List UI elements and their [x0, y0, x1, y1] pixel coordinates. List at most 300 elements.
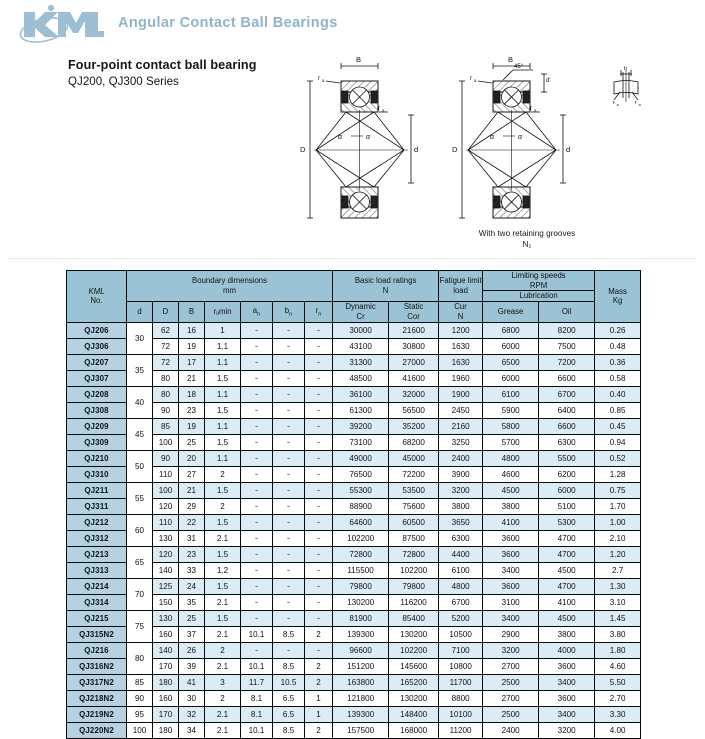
cell-width: 19	[179, 338, 205, 354]
section-divider	[8, 258, 697, 259]
table-body	[67, 322, 641, 738]
cell-dynamic-cr: 139300	[333, 706, 389, 722]
cell-oil-speed: 3200	[539, 722, 595, 738]
cell-cur: 1630	[439, 354, 483, 370]
svg-text:r: r	[378, 105, 381, 112]
cell-oil-speed: 6200	[539, 466, 595, 482]
svg-text:B: B	[508, 55, 514, 64]
cell-an: -	[241, 386, 273, 402]
cell-dynamic-cr: 49000	[333, 450, 389, 466]
cell-bn: -	[273, 370, 305, 386]
cell-outer-diameter: 140	[153, 562, 179, 578]
cell-rn: -	[305, 562, 333, 578]
cell-cur: 10500	[439, 626, 483, 642]
cell-width: 17	[179, 354, 205, 370]
cell-outer-diameter: 140	[153, 642, 179, 658]
table-row	[67, 354, 641, 370]
cell-ra-min: 1.5	[205, 370, 241, 386]
header-bn-base: b	[284, 305, 290, 315]
cell-bn: -	[273, 642, 305, 658]
cell-rn: -	[305, 386, 333, 402]
header-grease: Grease	[483, 302, 539, 322]
table-row	[67, 434, 641, 450]
cell-dynamic-cr: 73100	[333, 434, 389, 450]
cell-oil-speed: 5100	[539, 498, 595, 514]
header-limiting-speeds	[483, 271, 595, 291]
cell-dynamic-cr: 163800	[333, 674, 389, 690]
cell-kml-no: QJ207	[67, 354, 127, 370]
cell-width: 20	[179, 450, 205, 466]
header-basic-load-ratings	[333, 271, 439, 302]
cell-bn: -	[273, 466, 305, 482]
cell-oil-speed: 4500	[539, 562, 595, 578]
cell-rn: -	[305, 514, 333, 530]
cell-static-cor: 148400	[389, 706, 439, 722]
cell-oil-speed: 5500	[539, 450, 595, 466]
cell-oil-speed: 5300	[539, 514, 595, 530]
cell-ra-min: 1.1	[205, 338, 241, 354]
cell-rn: 2	[305, 658, 333, 674]
cell-width: 21	[179, 370, 205, 386]
cell-outer-diameter: 72	[153, 338, 179, 354]
cell-outer-diameter: 90	[153, 450, 179, 466]
header-dynamic-symbol: Cr	[356, 311, 365, 321]
cell-grease-speed: 6100	[483, 386, 539, 402]
kml-logo-icon	[18, 3, 104, 43]
cell-mass: 1.30	[595, 578, 641, 594]
cell-bn: -	[273, 514, 305, 530]
cell-bore-diameter: 35	[127, 354, 153, 386]
cell-bore-diameter: 65	[127, 546, 153, 578]
cell-dynamic-cr: 30000	[333, 322, 389, 338]
cell-ra-min: 2.1	[205, 530, 241, 546]
cell-kml-no: QJ307	[67, 370, 127, 386]
cell-an: 10.1	[241, 658, 273, 674]
cell-outer-diameter: 180	[153, 674, 179, 690]
svg-text:a: a	[474, 78, 477, 83]
header-fatigue-limit-load: Fatigue limit load	[439, 271, 483, 302]
cell-width: 34	[179, 722, 205, 738]
header-basic-load-label: Basic load ratings	[354, 276, 417, 286]
cell-static-cor: 165200	[389, 674, 439, 690]
cell-ra-min: 1.1	[205, 418, 241, 434]
cell-grease-speed: 5900	[483, 402, 539, 418]
cell-grease-speed: 4100	[483, 514, 539, 530]
cell-kml-no: QJ313	[67, 562, 127, 578]
cell-static-cor: 79800	[389, 578, 439, 594]
cell-ra-min: 2.1	[205, 594, 241, 610]
cell-an: -	[241, 370, 273, 386]
cell-rn: -	[305, 642, 333, 658]
cell-cur: 2400	[439, 450, 483, 466]
table-row	[67, 722, 641, 738]
cell-bore-diameter: 80	[127, 642, 153, 674]
cell-mass: 0.94	[595, 434, 641, 450]
cell-bore-diameter: 60	[127, 514, 153, 546]
header-cur-label: Cur	[454, 302, 467, 312]
cell-oil-speed: 7200	[539, 354, 595, 370]
cell-width: 37	[179, 626, 205, 642]
spec-table-container	[66, 270, 641, 739]
cell-grease-speed: 2500	[483, 706, 539, 722]
cell-kml-no: QJ211	[67, 482, 127, 498]
cell-width: 35	[179, 594, 205, 610]
cell-rn: -	[305, 354, 333, 370]
cell-kml-no: QJ308	[67, 402, 127, 418]
cell-an: 10.1	[241, 722, 273, 738]
page-title: Four-point contact ball bearing	[68, 58, 257, 72]
svg-text:a: a	[638, 102, 641, 107]
cell-static-cor: 72800	[389, 546, 439, 562]
cell-width: 16	[179, 322, 205, 338]
cell-mass: 3.80	[595, 626, 641, 642]
cell-bn: -	[273, 450, 305, 466]
cell-cur: 4800	[439, 578, 483, 594]
cell-an: -	[241, 610, 273, 626]
cell-mass: 0.85	[595, 402, 641, 418]
table-row	[67, 450, 641, 466]
cell-mass: 1.45	[595, 610, 641, 626]
cell-width: 30	[179, 690, 205, 706]
svg-text:d': d'	[546, 78, 551, 84]
cell-dynamic-cr: 72800	[333, 546, 389, 562]
cell-outer-diameter: 120	[153, 546, 179, 562]
cell-bn: -	[273, 482, 305, 498]
cell-outer-diameter: 80	[153, 370, 179, 386]
cell-mass: 0.75	[595, 482, 641, 498]
svg-text:d: d	[414, 145, 419, 154]
cell-kml-no: QJ309	[67, 434, 127, 450]
header-D: D	[153, 302, 179, 322]
cell-dynamic-cr: 76500	[333, 466, 389, 482]
cell-kml-no: QJ306	[67, 338, 127, 354]
cell-bn: 8.5	[273, 722, 305, 738]
cell-grease-speed: 2900	[483, 626, 539, 642]
header-boundary-dimensions	[127, 271, 333, 302]
header-oil: Oil	[539, 302, 595, 322]
cell-width: 31	[179, 530, 205, 546]
cell-dynamic-cr: 81900	[333, 610, 389, 626]
cell-rn: -	[305, 530, 333, 546]
cell-kml-no: QJ212	[67, 514, 127, 530]
cell-ra-min: 1.5	[205, 610, 241, 626]
cell-grease-speed: 4800	[483, 450, 539, 466]
cell-cur: 6700	[439, 594, 483, 610]
table-row	[67, 370, 641, 386]
cell-dynamic-cr: 151200	[333, 658, 389, 674]
header-static-cor	[389, 302, 439, 322]
cell-bn: -	[273, 594, 305, 610]
cell-oil-speed: 8200	[539, 322, 595, 338]
table-row	[67, 594, 641, 610]
cell-kml-no: QJ310	[67, 466, 127, 482]
header-ra-min: rₐmin	[205, 302, 241, 322]
svg-text:a: a	[534, 108, 537, 113]
table-row	[67, 338, 641, 354]
cell-mass: 2.7	[595, 562, 641, 578]
cell-an: -	[241, 322, 273, 338]
cell-width: 25	[179, 434, 205, 450]
cell-width: 27	[179, 466, 205, 482]
table-row	[67, 418, 641, 434]
cell-ra-min: 2.1	[205, 706, 241, 722]
cell-outer-diameter: 90	[153, 402, 179, 418]
cell-outer-diameter: 110	[153, 514, 179, 530]
svg-text:D: D	[300, 145, 306, 154]
cell-outer-diameter: 180	[153, 722, 179, 738]
cell-grease-speed: 3400	[483, 610, 539, 626]
cell-mass: 5.50	[595, 674, 641, 690]
table-row	[67, 514, 641, 530]
cell-outer-diameter: 130	[153, 530, 179, 546]
cell-dynamic-cr: 121800	[333, 690, 389, 706]
cell-bore-diameter: 40	[127, 386, 153, 418]
svg-text:B: B	[356, 55, 362, 64]
cell-rn: -	[305, 466, 333, 482]
cell-cur: 2160	[439, 418, 483, 434]
cell-an: -	[241, 498, 273, 514]
cell-ra-min: 1.5	[205, 434, 241, 450]
table-row	[67, 562, 641, 578]
cell-bore-diameter: 90	[127, 690, 153, 706]
cell-ra-min: 1.5	[205, 514, 241, 530]
cell-an: -	[241, 434, 273, 450]
cell-width: 23	[179, 546, 205, 562]
cell-bn: 6.5	[273, 690, 305, 706]
header-an	[241, 302, 273, 322]
header-basic-load-unit: N	[382, 286, 389, 296]
cell-bore-diameter: 70	[127, 578, 153, 610]
cell-cur: 7100	[439, 642, 483, 658]
cell-bore-diameter: 100	[127, 722, 153, 738]
cell-outer-diameter: 160	[153, 690, 179, 706]
cell-ra-min: 2	[205, 690, 241, 706]
svg-text:r: r	[470, 75, 473, 82]
cell-an: -	[241, 354, 273, 370]
cell-cur: 3800	[439, 498, 483, 514]
cell-an: -	[241, 514, 273, 530]
cell-grease-speed: 5800	[483, 418, 539, 434]
cell-an: -	[241, 402, 273, 418]
table-row	[67, 322, 641, 338]
cell-rn: -	[305, 578, 333, 594]
cell-grease-speed: 6000	[483, 338, 539, 354]
cell-width: 26	[179, 642, 205, 658]
diagram-caption-subscript: N₂	[522, 240, 532, 250]
cell-rn: -	[305, 498, 333, 514]
header-mass-label: Mass	[608, 286, 627, 296]
page-subtitle: QJ200, QJ300 Series	[68, 75, 179, 88]
cell-oil-speed: 3400	[539, 674, 595, 690]
cell-bore-diameter: 75	[127, 610, 153, 642]
cell-width: 24	[179, 578, 205, 594]
cell-width: 33	[179, 562, 205, 578]
cell-grease-speed: 3600	[483, 546, 539, 562]
cell-kml-no: QJ314	[67, 594, 127, 610]
cell-bn: -	[273, 354, 305, 370]
cell-an: -	[241, 482, 273, 498]
cell-width: 18	[179, 386, 205, 402]
diagram-caption	[432, 228, 622, 250]
cell-outer-diameter: 160	[153, 626, 179, 642]
cell-static-cor: 85400	[389, 610, 439, 626]
cell-grease-speed: 6500	[483, 354, 539, 370]
header-static-label: Static	[403, 302, 424, 312]
cell-static-cor: 102200	[389, 562, 439, 578]
cell-grease-speed: 6000	[483, 370, 539, 386]
table-row	[67, 610, 641, 626]
cell-static-cor: 60500	[389, 514, 439, 530]
cell-outer-diameter: 72	[153, 354, 179, 370]
cell-dynamic-cr: 102200	[333, 530, 389, 546]
header-kml-no-line2: No.	[90, 296, 103, 306]
cell-kml-no: QJ220N2	[67, 722, 127, 738]
cell-static-cor: 30800	[389, 338, 439, 354]
table-row	[67, 658, 641, 674]
cell-cur: 11200	[439, 722, 483, 738]
cell-kml-no: QJ214	[67, 578, 127, 594]
cell-mass: 1.80	[595, 642, 641, 658]
cell-an: -	[241, 418, 273, 434]
cell-dynamic-cr: 115500	[333, 562, 389, 578]
cell-dynamic-cr: 61300	[333, 402, 389, 418]
header-kml-no	[67, 271, 127, 323]
header-static-symbol: Cor	[407, 311, 420, 321]
svg-text:d: d	[566, 145, 571, 154]
cell-ra-min: 2.1	[205, 626, 241, 642]
cell-bore-diameter: 55	[127, 482, 153, 514]
cell-bn: -	[273, 546, 305, 562]
header-boundary-label: Boundary dimensions	[192, 276, 268, 286]
cell-grease-speed: 5700	[483, 434, 539, 450]
cell-cur: 1960	[439, 370, 483, 386]
header-rn	[305, 302, 333, 322]
cell-outer-diameter: 62	[153, 322, 179, 338]
cell-ra-min: 2	[205, 466, 241, 482]
table-row	[67, 578, 641, 594]
cell-outer-diameter: 100	[153, 434, 179, 450]
header-boundary-unit: mm	[223, 286, 237, 296]
cell-rn: 2	[305, 626, 333, 642]
cell-ra-min: 3	[205, 674, 241, 690]
cell-rn: 2	[305, 674, 333, 690]
cell-bn: -	[273, 530, 305, 546]
cell-grease-speed: 4500	[483, 482, 539, 498]
cell-width: 39	[179, 658, 205, 674]
cell-dynamic-cr: 31300	[333, 354, 389, 370]
cell-bn: -	[273, 402, 305, 418]
cell-mass: 3.10	[595, 594, 641, 610]
cell-an: -	[241, 546, 273, 562]
cell-an: -	[241, 450, 273, 466]
cell-rn: -	[305, 482, 333, 498]
header-d: d	[127, 302, 153, 322]
svg-text:a: a	[616, 102, 619, 107]
cell-mass: 1.00	[595, 514, 641, 530]
cell-rn: -	[305, 434, 333, 450]
header-cur-unit: N	[457, 311, 464, 321]
svg-text:b: b	[624, 66, 628, 72]
cell-mass: 0.52	[595, 450, 641, 466]
cell-static-cor: 168000	[389, 722, 439, 738]
header-mass-unit: Kg	[612, 296, 623, 306]
cell-mass: 1.70	[595, 498, 641, 514]
cell-bore-diameter: 30	[127, 322, 153, 354]
cell-an: 11.7	[241, 674, 273, 690]
cell-cur: 6100	[439, 562, 483, 578]
diagram-caption-text: With two retaining grooves	[478, 229, 576, 238]
cell-rn: -	[305, 418, 333, 434]
brand-header	[0, 0, 705, 46]
cell-dynamic-cr: 64600	[333, 514, 389, 530]
cell-ra-min: 1.5	[205, 482, 241, 498]
cell-oil-speed: 6300	[539, 434, 595, 450]
cell-cur: 3200	[439, 482, 483, 498]
cell-dynamic-cr: 157500	[333, 722, 389, 738]
cell-an: 8.1	[241, 690, 273, 706]
svg-text:r: r	[613, 100, 615, 106]
cell-grease-speed: 2400	[483, 722, 539, 738]
cell-outer-diameter: 80	[153, 386, 179, 402]
cell-rn: -	[305, 370, 333, 386]
cell-oil-speed: 6600	[539, 370, 595, 386]
table-header	[67, 271, 641, 323]
cell-width: 25	[179, 610, 205, 626]
svg-text:α: α	[338, 134, 342, 141]
cell-oil-speed: 4700	[539, 530, 595, 546]
cell-grease-speed: 4600	[483, 466, 539, 482]
cell-static-cor: 145600	[389, 658, 439, 674]
cell-dynamic-cr: 39200	[333, 418, 389, 434]
cell-cur: 11700	[439, 674, 483, 690]
cell-cur: 8800	[439, 690, 483, 706]
cell-static-cor: 87500	[389, 530, 439, 546]
svg-text:α: α	[490, 134, 494, 141]
header-bn	[273, 302, 305, 322]
cell-ra-min: 2.1	[205, 658, 241, 674]
cell-bn: -	[273, 610, 305, 626]
header-dynamic-label: Dynamic	[345, 302, 376, 312]
cell-oil-speed: 7500	[539, 338, 595, 354]
header-cur	[439, 302, 483, 322]
table-row	[67, 530, 641, 546]
header-lubrication: Lubrication	[483, 291, 595, 302]
cell-an: -	[241, 530, 273, 546]
cell-cur: 3900	[439, 466, 483, 482]
table-row	[67, 498, 641, 514]
cell-cur: 6300	[439, 530, 483, 546]
cell-ra-min: 1.1	[205, 386, 241, 402]
cell-mass: 0.45	[595, 418, 641, 434]
header-dynamic-cr	[333, 302, 389, 322]
cell-oil-speed: 4700	[539, 546, 595, 562]
cell-outer-diameter: 170	[153, 658, 179, 674]
cell-bore-diameter: 50	[127, 450, 153, 482]
cell-rn: -	[305, 610, 333, 626]
cell-mass: 0.48	[595, 338, 641, 354]
cell-grease-speed: 3200	[483, 642, 539, 658]
cell-grease-speed: 3600	[483, 530, 539, 546]
svg-text:α: α	[518, 134, 522, 141]
cell-cur: 2450	[439, 402, 483, 418]
bearing-spec-table	[66, 270, 641, 739]
header-mass	[595, 271, 641, 323]
svg-text:a: a	[382, 108, 385, 113]
cell-static-cor: 32000	[389, 386, 439, 402]
table-row	[67, 466, 641, 482]
cell-oil-speed: 4100	[539, 594, 595, 610]
cell-dynamic-cr: 48500	[333, 370, 389, 386]
